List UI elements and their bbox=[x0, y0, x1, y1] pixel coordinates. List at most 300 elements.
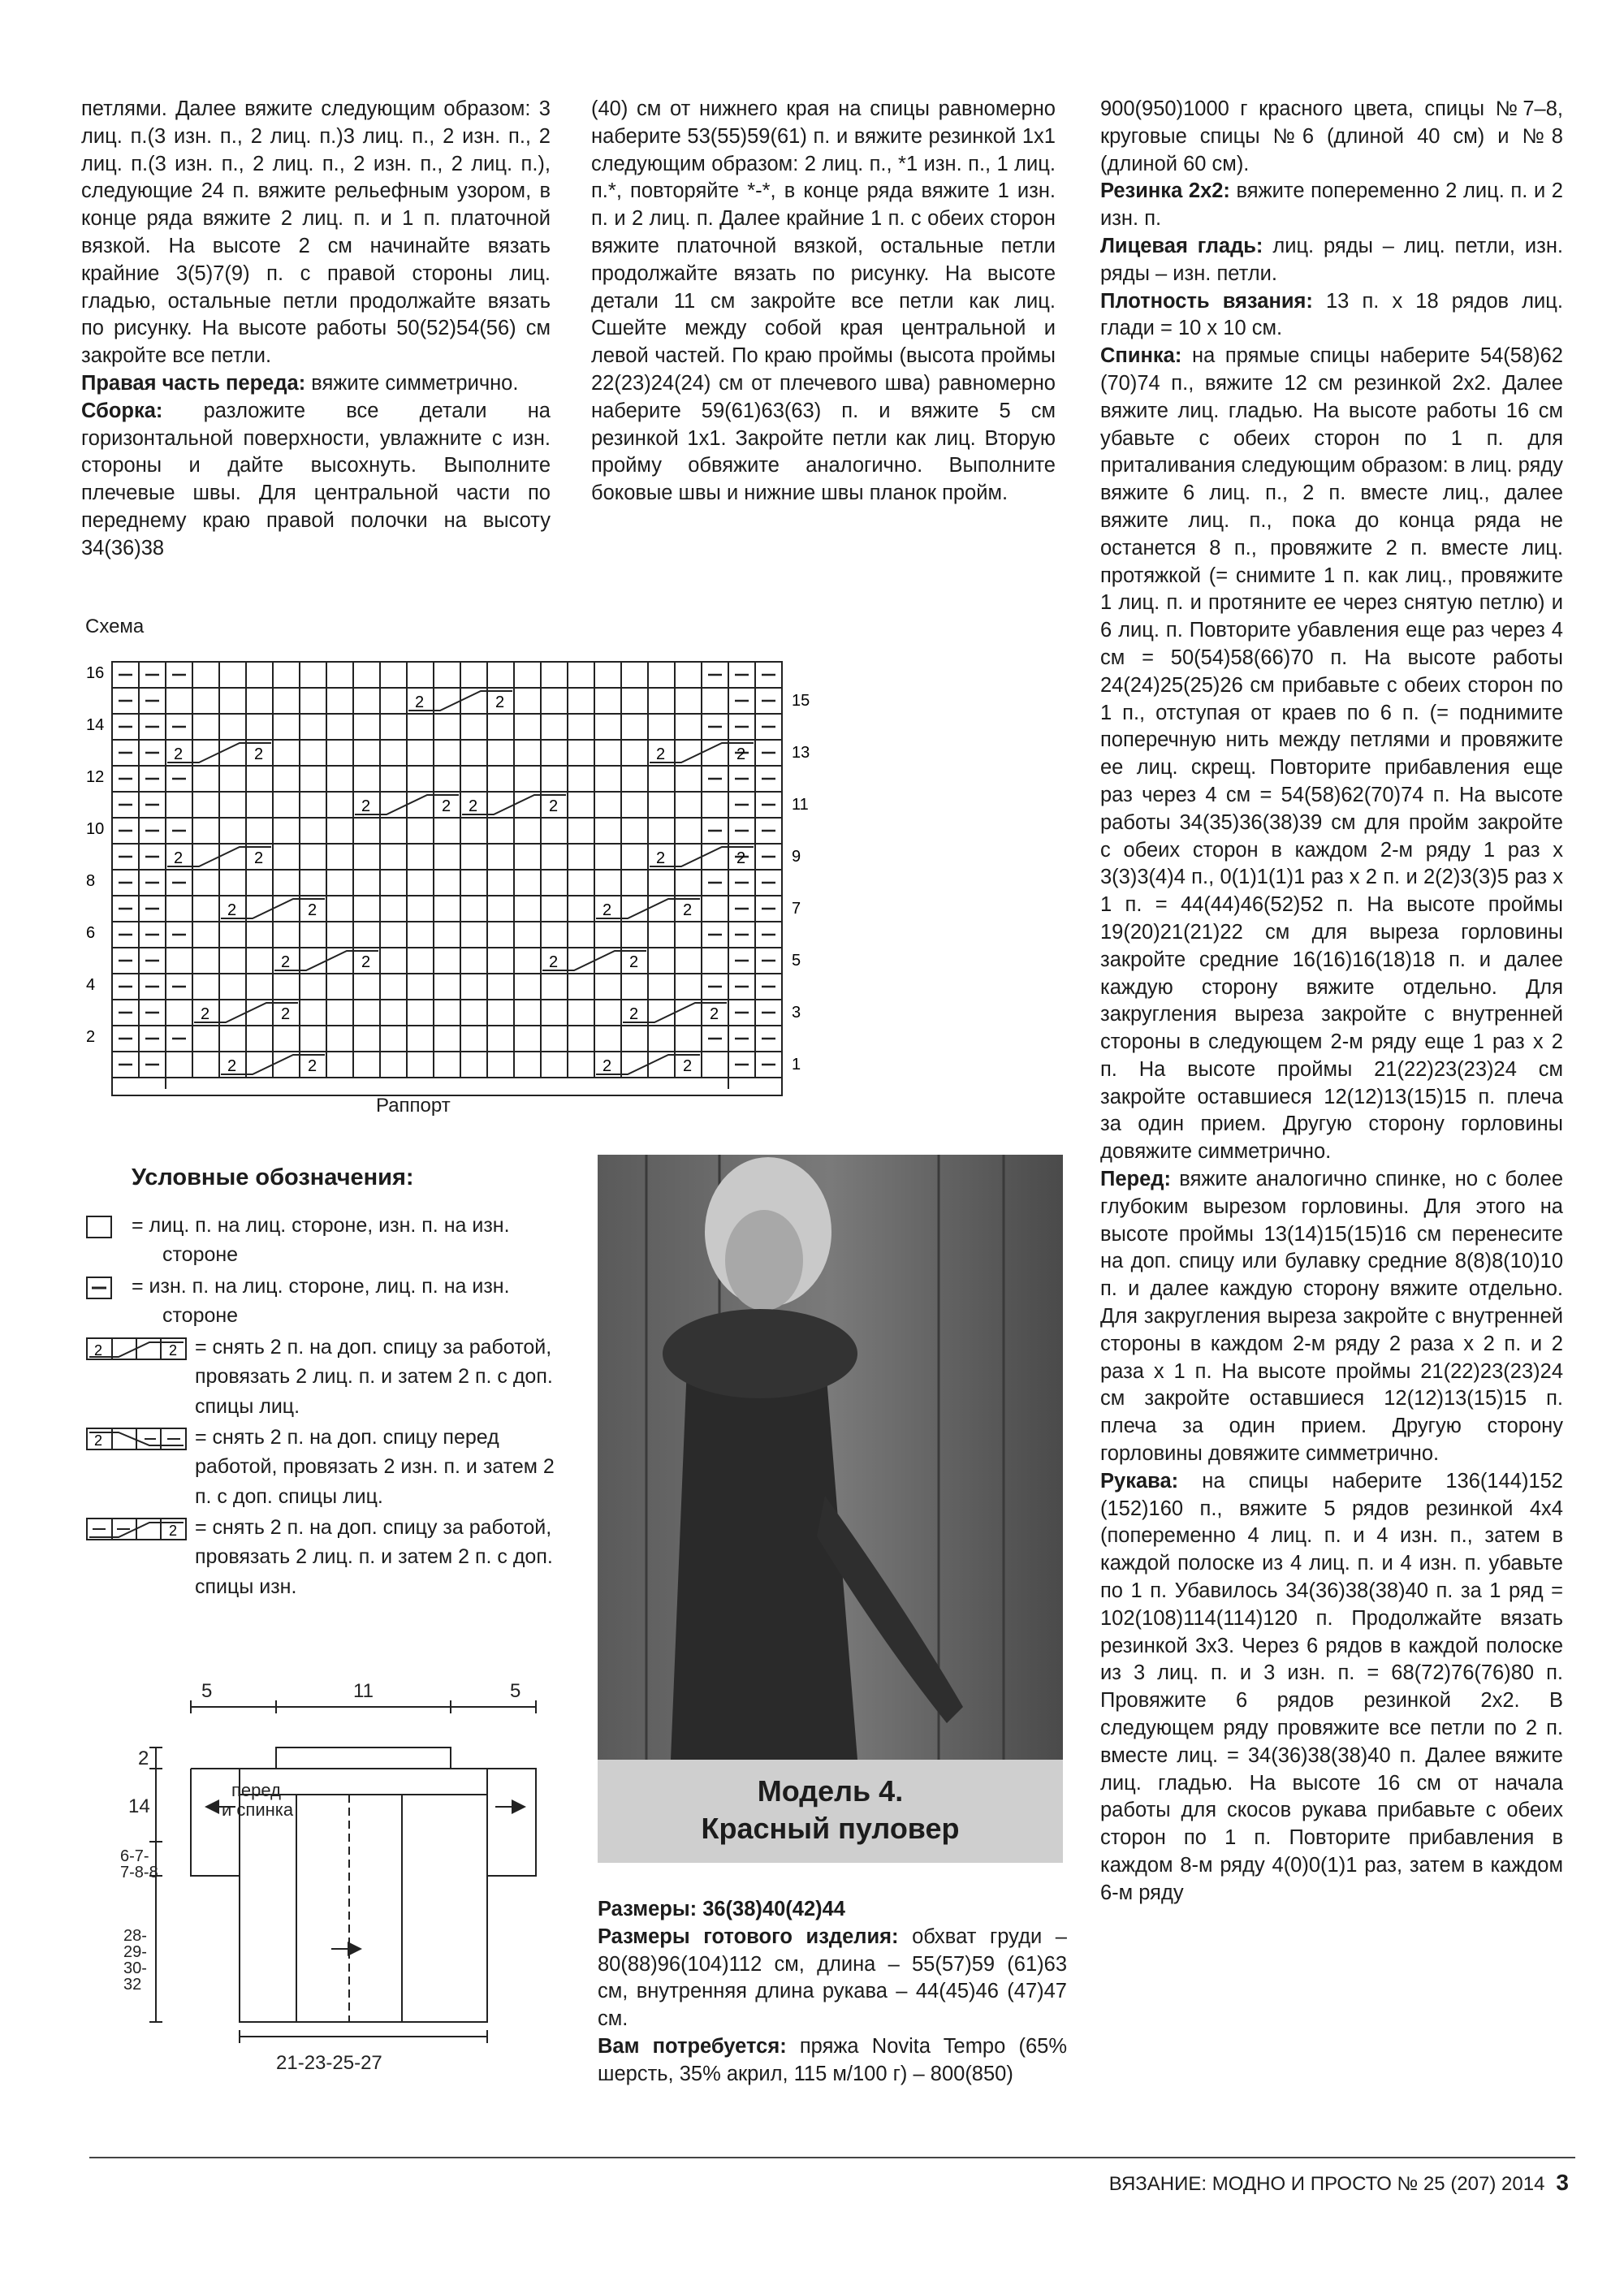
chart-cell bbox=[487, 948, 514, 974]
chart-cell bbox=[353, 1026, 380, 1052]
chart-cell bbox=[434, 948, 460, 974]
svg-text:2: 2 bbox=[94, 1341, 103, 1359]
chart-cell bbox=[460, 922, 487, 948]
section-label: Резинка 2х2: bbox=[1100, 179, 1230, 203]
legend-text: = снять 2 п. на доп. спицу за работой, провязать 2 лиц. п. и затем 2 п. с доп. спицы изн. bbox=[195, 1515, 553, 1598]
chart-cell bbox=[380, 922, 407, 948]
svg-text:2: 2 bbox=[169, 1341, 178, 1359]
chart-cell bbox=[702, 792, 728, 818]
chart-cell bbox=[326, 974, 353, 1000]
legend-item bbox=[81, 1513, 568, 1603]
chart-cell bbox=[514, 766, 541, 792]
chart-cell bbox=[192, 896, 219, 922]
chart-cell bbox=[192, 1052, 219, 1078]
cable-number: 2 bbox=[603, 901, 612, 919]
chart-cell bbox=[487, 896, 514, 922]
cable-number: 2 bbox=[227, 1057, 237, 1075]
piece-label: перед и спинка bbox=[222, 1780, 294, 1820]
chart-cell bbox=[273, 662, 300, 688]
chart-cell bbox=[460, 844, 487, 870]
row-number: 11 bbox=[792, 796, 809, 814]
chart-cell bbox=[487, 1026, 514, 1052]
section-text: на спицы наберите 136(144)152 (152)160 п., вяжите 5 рядов резинкой 4х4 (попеременно 4 лиц. п. и 4 изн. п., затем в каждой полоске из 4 лиц. п. и 4 изн. п. убавьте по 1 п. Убавилось 34(36)38(38)40 п. за 1 ряд = 102(108)114(114)120 п. Продолжайте вязать резинкой 3х3. Через 6 рядов в каждой полоске из 3 лиц. п. и 3 изн. п. = 68(72)76(76)80 п. Провяжите 6 рядов резинкой 2х2. В следующем ряду провяжите все петли по 2 п. вместе лиц. = 34(36)38(38)40 п. Далее вяжите лиц. гладью. На высоте 16 см от начала работы для скосов рукава прибавьте с обеих сторон по 1 п. Повторите прибавления в каждом 8-м ряду 4(0)0(1)1 раз, затем в каждом 6-м ряду bbox=[1100, 1469, 1563, 1904]
section-text: 36(38)40(42)44 bbox=[697, 1898, 845, 1920]
cable-number: 2 bbox=[201, 1005, 210, 1023]
chart-cell bbox=[273, 714, 300, 740]
chart-cell bbox=[460, 766, 487, 792]
chart-cell bbox=[702, 1052, 728, 1078]
chart-cell bbox=[353, 974, 380, 1000]
paragraph bbox=[1100, 1468, 1563, 1907]
chart-cell bbox=[594, 922, 621, 948]
footer-divider bbox=[89, 2157, 1575, 2158]
chart-cell bbox=[648, 766, 675, 792]
row-number: 6 bbox=[86, 924, 96, 942]
rapport-bracket bbox=[112, 1078, 782, 1095]
section-label: Размеры готового изделия: bbox=[598, 1925, 899, 1948]
chart-cell bbox=[166, 792, 192, 818]
chart-cell bbox=[326, 662, 353, 688]
chart-cell bbox=[675, 1026, 702, 1052]
photo-placeholder bbox=[598, 1155, 1063, 1760]
arrow-icon bbox=[512, 1799, 526, 1814]
chart-cell bbox=[568, 714, 594, 740]
svg-text:2: 2 bbox=[94, 1432, 103, 1449]
chart-cell bbox=[675, 662, 702, 688]
chart-cell bbox=[300, 1000, 326, 1026]
chart-cell bbox=[621, 766, 648, 792]
chart-cell bbox=[514, 1052, 541, 1078]
cable-number: 2 bbox=[361, 953, 371, 971]
section-label: Вам потребуется: bbox=[598, 2034, 787, 2058]
chart-cell bbox=[353, 714, 380, 740]
legend-text: = лиц. п. на лиц. стороне, изн. п. на изн. стороне bbox=[132, 1213, 510, 1266]
chart-cell bbox=[621, 662, 648, 688]
chart-cell bbox=[594, 766, 621, 792]
chart-cell bbox=[594, 688, 621, 714]
chart-cell bbox=[594, 792, 621, 818]
chart-cell bbox=[648, 818, 675, 844]
chart-cell bbox=[407, 844, 434, 870]
chart-cell bbox=[460, 948, 487, 974]
chart-cell bbox=[460, 818, 487, 844]
chart-cell bbox=[407, 870, 434, 896]
paragraph: петлями. Далее вяжите следующим образом: 3 лиц. п.(3 изн. п., 2 лиц. п.)3 лиц. п., 2 изн. п., 2 лиц. п.(3 изн. п., 2 лиц. п., 2 изн. п., 2 лиц. п.), следующие 24 п. вяжите рельефным узором, в конце ряда вяжите 2 лиц. п. и 1 п. платочной вязкой. На высоте 2 см начинайте вязать крайние 3(5)7(9) п. с правой стороны лиц. гладью, остальные петли продолжайте вязать по рисунку. На высоте работы 50(52)54(56) см закройте все петли. bbox=[81, 97, 551, 368]
model-photo bbox=[598, 1155, 1063, 1760]
chart-cell bbox=[219, 688, 246, 714]
paragraph bbox=[81, 398, 551, 563]
cable-number: 2 bbox=[361, 797, 371, 815]
section-label: Перед: bbox=[1100, 1168, 1171, 1191]
chart-cell bbox=[166, 896, 192, 922]
chart-cell bbox=[702, 896, 728, 922]
chart-cell bbox=[460, 1000, 487, 1026]
chart-cell bbox=[326, 1000, 353, 1026]
chart-cell bbox=[380, 740, 407, 766]
chart-cell bbox=[675, 792, 702, 818]
section-label: Рукава: bbox=[1100, 1469, 1179, 1493]
chart-cell bbox=[648, 792, 675, 818]
knit-stitch-icon bbox=[86, 1216, 112, 1238]
chart-cell bbox=[514, 1026, 541, 1052]
chart-cell bbox=[514, 662, 541, 688]
row-number: 16 bbox=[86, 664, 105, 682]
cable-number: 2 bbox=[736, 849, 746, 867]
chart-cell bbox=[675, 948, 702, 974]
chart-cell bbox=[621, 688, 648, 714]
row-number: 1 bbox=[792, 1056, 801, 1074]
dim-left-14: 14 bbox=[128, 1795, 150, 1817]
chart-cell bbox=[273, 922, 300, 948]
photo-caption bbox=[598, 1760, 1063, 1863]
chart-cell bbox=[702, 688, 728, 714]
chart-cell bbox=[487, 922, 514, 948]
cable-number: 2 bbox=[629, 953, 639, 971]
chart-cell bbox=[594, 974, 621, 1000]
chart-cell bbox=[568, 818, 594, 844]
text-column-1 bbox=[81, 96, 551, 563]
chart-cell bbox=[568, 1026, 594, 1052]
section-label: Лицевая гладь: bbox=[1100, 234, 1263, 257]
paragraph bbox=[1100, 1166, 1563, 1468]
chart-cell bbox=[487, 818, 514, 844]
chart-cell bbox=[326, 818, 353, 844]
chart-cell bbox=[675, 870, 702, 896]
chart-cell bbox=[192, 1026, 219, 1052]
chart-cell bbox=[166, 1000, 192, 1026]
chart-cell bbox=[246, 922, 273, 948]
chart-cell bbox=[675, 974, 702, 1000]
chart-cell bbox=[675, 922, 702, 948]
chart-cell bbox=[487, 974, 514, 1000]
chart-cell bbox=[219, 766, 246, 792]
legend-item bbox=[81, 1272, 568, 1333]
chart-cell bbox=[407, 662, 434, 688]
chart-cell bbox=[568, 1000, 594, 1026]
chart-cell bbox=[514, 844, 541, 870]
chart-cell bbox=[300, 974, 326, 1000]
cable-left-icon bbox=[86, 1428, 187, 1450]
chart-cell bbox=[460, 740, 487, 766]
chart-cell bbox=[541, 688, 568, 714]
chart-cell bbox=[514, 870, 541, 896]
chart-cell bbox=[192, 766, 219, 792]
chart-cell bbox=[434, 766, 460, 792]
chart-cell bbox=[246, 688, 273, 714]
chart-cell bbox=[353, 740, 380, 766]
chart-cell bbox=[460, 1026, 487, 1052]
chart-cell bbox=[353, 896, 380, 922]
chart-cell bbox=[541, 766, 568, 792]
chart-cell bbox=[219, 1026, 246, 1052]
chart-cell bbox=[353, 818, 380, 844]
magazine-title: ВЯЗАНИЕ: МОДНО И ПРОСТО № 25 (207) 2014 bbox=[1108, 2173, 1545, 2195]
chart-cell bbox=[246, 818, 273, 844]
chart-cell bbox=[407, 1000, 434, 1026]
chart-cell bbox=[434, 1026, 460, 1052]
chart-cell bbox=[648, 922, 675, 948]
dim-bottom: 21-23-25-27 bbox=[276, 2052, 382, 2074]
section-text: обхват груди – 80(88)96(104)112 см, длина – 55(57)59 (61)63 см, внутренняя длина рукава – 44(45)46 (47)47 см. bbox=[598, 1925, 1067, 2031]
chart-cell bbox=[460, 870, 487, 896]
chart-cell bbox=[568, 766, 594, 792]
chart-cell bbox=[541, 896, 568, 922]
chart-cell bbox=[514, 922, 541, 948]
chart-cell bbox=[648, 1026, 675, 1052]
row-number: 7 bbox=[792, 900, 801, 918]
chart-cell bbox=[514, 688, 541, 714]
chart-cell bbox=[594, 662, 621, 688]
chart-cell bbox=[166, 688, 192, 714]
cable-number: 2 bbox=[656, 745, 666, 763]
paragraph bbox=[1100, 343, 1563, 1166]
chart-cell bbox=[434, 818, 460, 844]
footer bbox=[1109, 2170, 1569, 2196]
chart-cell bbox=[219, 922, 246, 948]
chart-cell bbox=[300, 662, 326, 688]
chart-cell bbox=[380, 714, 407, 740]
chart-cell bbox=[568, 922, 594, 948]
legend-text: = изн. п. на лиц. стороне, лиц. п. на изн. стороне bbox=[132, 1274, 510, 1327]
chart-cell bbox=[380, 896, 407, 922]
dim-top-left: 5 bbox=[201, 1680, 213, 1702]
row-number: 4 bbox=[86, 976, 96, 994]
cable-number: 2 bbox=[549, 797, 559, 815]
chart-cell bbox=[192, 974, 219, 1000]
cable-number: 2 bbox=[442, 797, 451, 815]
cable-number: 2 bbox=[415, 693, 425, 711]
cable-number: 2 bbox=[683, 1057, 693, 1075]
chart-cell bbox=[246, 870, 273, 896]
chart-cell bbox=[326, 922, 353, 948]
chart-cell bbox=[192, 792, 219, 818]
chart-cell bbox=[219, 870, 246, 896]
chart-cell bbox=[487, 1052, 514, 1078]
caption-line-1: Модель 4. bbox=[757, 1774, 904, 1808]
section-text: 13 п. х 18 рядов лиц. глади = 10 х 10 см. bbox=[1100, 289, 1563, 340]
section-label: Сборка: bbox=[81, 399, 163, 422]
chart-cell bbox=[326, 740, 353, 766]
chart-cell bbox=[487, 662, 514, 688]
chart-cell bbox=[514, 818, 541, 844]
chart-cell bbox=[514, 974, 541, 1000]
chart-cell bbox=[460, 896, 487, 922]
chart-cell bbox=[192, 688, 219, 714]
chart-cell bbox=[219, 662, 246, 688]
chart-cell bbox=[326, 896, 353, 922]
chart-cell bbox=[246, 948, 273, 974]
cable-number: 2 bbox=[603, 1057, 612, 1075]
cable-number: 2 bbox=[308, 901, 317, 919]
chart-cell bbox=[541, 922, 568, 948]
chart-cell bbox=[568, 662, 594, 688]
chart-cell bbox=[621, 974, 648, 1000]
chart-cell bbox=[407, 1026, 434, 1052]
chart-cell bbox=[407, 1052, 434, 1078]
chart-cell bbox=[648, 870, 675, 896]
chart-cell bbox=[514, 1000, 541, 1026]
chart-cell bbox=[675, 766, 702, 792]
dim-top-mid: 11 bbox=[353, 1680, 374, 1702]
chart-cell bbox=[568, 1052, 594, 1078]
chart-cell bbox=[514, 714, 541, 740]
chart-cell bbox=[407, 948, 434, 974]
chart-cell bbox=[380, 870, 407, 896]
row-number: 8 bbox=[86, 872, 96, 890]
cable-number: 2 bbox=[308, 1057, 317, 1075]
chart-cell bbox=[273, 792, 300, 818]
chart-cell bbox=[434, 1052, 460, 1078]
section-text: пряжа Novita Tempo (65% шерсть, 35% акрил, 115 м/100 г) – 800(850) bbox=[598, 2034, 1067, 2085]
chart-cell bbox=[273, 740, 300, 766]
cable-number: 2 bbox=[656, 849, 666, 867]
section-text: вяжите попеременно 2 лиц. п. и 2 изн. п. bbox=[1100, 179, 1563, 231]
caption-line-2: Красный пуловер bbox=[701, 1812, 960, 1845]
row-number: 3 bbox=[792, 1004, 801, 1022]
chart-cell bbox=[568, 974, 594, 1000]
chart-cell bbox=[621, 714, 648, 740]
chart-cell bbox=[273, 688, 300, 714]
cable-number: 2 bbox=[281, 953, 291, 971]
chart-cell bbox=[326, 792, 353, 818]
chart-cell bbox=[460, 1052, 487, 1078]
chart-cell bbox=[487, 870, 514, 896]
chart-cell bbox=[541, 974, 568, 1000]
chart-cell bbox=[192, 948, 219, 974]
section-label: Правая часть переда: bbox=[81, 371, 306, 395]
chart-cell bbox=[434, 844, 460, 870]
cable-number: 2 bbox=[254, 745, 264, 763]
chart-cell bbox=[541, 870, 568, 896]
chart-cell bbox=[192, 818, 219, 844]
cable-number: 2 bbox=[174, 849, 184, 867]
row-number: 12 bbox=[86, 768, 105, 786]
chart-cell bbox=[434, 896, 460, 922]
chart-cell bbox=[568, 844, 594, 870]
chart-cell bbox=[326, 688, 353, 714]
chart-cell bbox=[434, 974, 460, 1000]
text-column-4 bbox=[598, 1896, 1067, 2089]
chart-cell bbox=[219, 792, 246, 818]
chart-cell bbox=[568, 896, 594, 922]
dim-left-678: 6-7-7-8-8 bbox=[120, 1847, 158, 1881]
row-number: 13 bbox=[792, 744, 810, 762]
chart-cell bbox=[621, 740, 648, 766]
chart-cell bbox=[434, 740, 460, 766]
chart-cell bbox=[702, 948, 728, 974]
chart-cell bbox=[648, 662, 675, 688]
chart-cell bbox=[326, 844, 353, 870]
chart-cell bbox=[541, 740, 568, 766]
chart-cell bbox=[300, 844, 326, 870]
chart-cell bbox=[219, 714, 246, 740]
chart-cell bbox=[594, 870, 621, 896]
chart-cell bbox=[326, 766, 353, 792]
page-number: 3 bbox=[1556, 2170, 1569, 2195]
purl-stitch-icon bbox=[86, 1277, 112, 1299]
chart-cell bbox=[300, 870, 326, 896]
chart-cell bbox=[568, 740, 594, 766]
legend-item bbox=[81, 1423, 568, 1513]
chart-cell bbox=[192, 870, 219, 896]
chart-cell bbox=[487, 740, 514, 766]
cable-number: 2 bbox=[174, 745, 184, 763]
dim-left-2: 2 bbox=[138, 1748, 149, 1769]
chart-cell bbox=[594, 844, 621, 870]
chart-cell bbox=[621, 844, 648, 870]
chart-cell bbox=[353, 766, 380, 792]
chart-cell bbox=[380, 688, 407, 714]
chart-cell bbox=[192, 662, 219, 688]
chart-cell bbox=[300, 818, 326, 844]
chart-cell bbox=[434, 714, 460, 740]
garment-schematic bbox=[106, 1673, 560, 2079]
arrow-icon bbox=[205, 1799, 219, 1814]
row-number: 10 bbox=[86, 820, 105, 838]
cable-number: 2 bbox=[710, 1005, 719, 1023]
chart-cell bbox=[621, 922, 648, 948]
chart-cell bbox=[594, 1026, 621, 1052]
paragraph bbox=[1100, 288, 1563, 343]
paragraph bbox=[598, 1924, 1067, 2033]
dim-top-right: 5 bbox=[510, 1680, 521, 1702]
section-text: на прямые спицы наберите 54(58)62 (70)74 п., вяжите 12 см резинкой 2х2. Далее вяжите лиц. гладью. На высоте работы 16 см убавьте с обеих сторон по 1 п. для приталивания следующим образом: в лиц. ряду вяжите 6 лиц. п., 2 п. вместе лиц., далее вяжите лиц. п., пока до конца ряда не останется 8 п., провяжите 2 п. вместе лиц. протяжкой (= снимите 1 п. как лиц., провяжите 1 лиц. п. и протяните ее через снятую петлю) и 6 лиц. п. Повторите убавления еще раз через 4 см = 50(54)58(66)70 п. На высоте работы 24(24)25(25)26 см прибавьте с обеих сторон по 1 п., отступая от краев по 6 п. (= поднимите поперечную нить между петлями и провяжите ее лиц. скрещ. Повторите прибавления еще раз через 4 см = 54(58)62(70)74 п. На высоте работы 34(35)36(38)39 см для пройм закройте с обеих сторон в каждом 2-м ряду 1 раз х 3(3)3(4)4 п., 0(1)1(1)1 раз х 2 п. и 2(2)3(3)5 раз х 1 п. = 44(44)46(52)52 п. На высоте проймы 19(20)21(21)22 см для выреза горловины закройте средние 16(16)16(18)18 п. и далее каждую сторону вяжите отдельно. Для закругления выреза закройте с внутренней стороны в следующем 2-м ряду еще 1 раз х 2 п. На высоте проймы 21(22)23(23)24 см закройте оставшиеся 12(12)13(15)15 п. плеча за один прием. Другую сторону горловины довяжите симметрично. bbox=[1100, 344, 1563, 1164]
chart-cell bbox=[326, 714, 353, 740]
chart-cell bbox=[407, 714, 434, 740]
chart-cell bbox=[487, 844, 514, 870]
text-column-2 bbox=[591, 96, 1056, 508]
legend-title: Условные обозначения: bbox=[132, 1164, 414, 1190]
chart-cell bbox=[407, 922, 434, 948]
cable-number: 2 bbox=[254, 849, 264, 867]
chart-cell bbox=[487, 766, 514, 792]
chart-cell bbox=[434, 662, 460, 688]
chart-cell bbox=[380, 662, 407, 688]
chart-cell bbox=[380, 766, 407, 792]
cable-number: 2 bbox=[683, 901, 693, 919]
row-number: 5 bbox=[792, 952, 801, 970]
chart-cell bbox=[246, 792, 273, 818]
chart-cell bbox=[434, 870, 460, 896]
chart-cell bbox=[407, 896, 434, 922]
chart-cell bbox=[568, 688, 594, 714]
chart-cell bbox=[219, 818, 246, 844]
chart-cell bbox=[514, 740, 541, 766]
chart-cell bbox=[326, 870, 353, 896]
cable-number: 2 bbox=[736, 745, 746, 763]
chart-cell bbox=[648, 688, 675, 714]
chart-cell bbox=[300, 688, 326, 714]
paragraph: 900(950)1000 г красного цвета, спицы №7–8, круговые спицы №6 (длиной 40 см) и №8 (длиной 60 см). bbox=[1100, 97, 1563, 175]
legend-text: = снять 2 п. на доп. спицу перед работой, провязать 2 изн. п. и затем 2 п. с доп. спицы лиц. bbox=[195, 1425, 555, 1508]
chart-cell bbox=[273, 818, 300, 844]
chart-cell bbox=[675, 688, 702, 714]
chart-cell bbox=[487, 1000, 514, 1026]
chart-cell bbox=[594, 740, 621, 766]
chart-cell bbox=[460, 662, 487, 688]
chart-cell bbox=[353, 870, 380, 896]
chart-cell bbox=[300, 766, 326, 792]
paragraph bbox=[81, 370, 551, 398]
chart-cell bbox=[594, 714, 621, 740]
chart-cell bbox=[273, 766, 300, 792]
chart-cell bbox=[380, 948, 407, 974]
chart-cell bbox=[541, 1000, 568, 1026]
chart-cell bbox=[460, 714, 487, 740]
chart-cell bbox=[407, 974, 434, 1000]
chart-cell bbox=[460, 974, 487, 1000]
chart-cell bbox=[541, 1026, 568, 1052]
